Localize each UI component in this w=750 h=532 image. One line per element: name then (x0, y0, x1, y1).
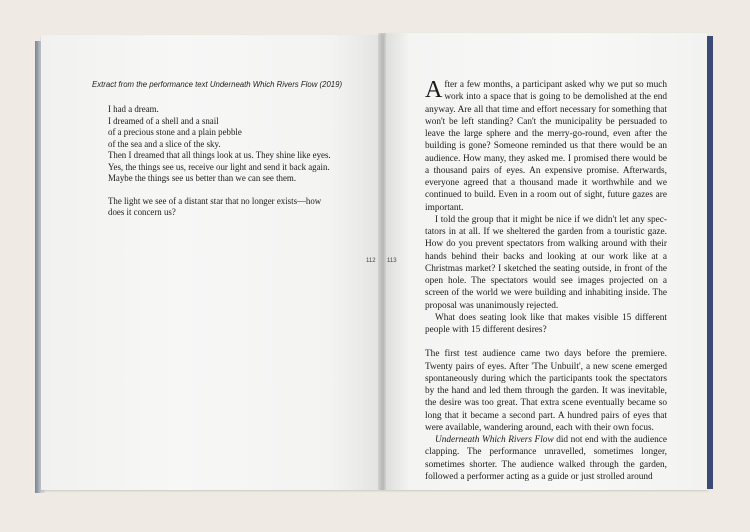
poem-line: of the sea and a slice of the sky. (108, 138, 221, 149)
poem-line: Then I dreamed that all things look at us. They shine like eyes. (108, 150, 331, 160)
book-spine-fold (378, 33, 386, 490)
poem-line: I had a dream. (108, 104, 159, 114)
caption-prefix: Extract from the performance text (92, 80, 208, 89)
paragraph-4: The first test audience came two days before the premiere. Twenty pairs of eyes. After 'The Unbuilt', a new scene emerged spontaneously during which the participants took the spectators by the hand and led them through the garden. It was inevitable, the desire was too great. That extra scene eventually became so long that it became a second part. A hundred pairs of eyes that were available, wandering around, each with their own focus. (425, 349, 667, 433)
paragraph-1 (425, 79, 667, 214)
page-edges-right (707, 36, 713, 489)
poem-stanza-2 (108, 196, 368, 219)
poem-line: does it concern us? (108, 207, 176, 217)
page-number-left: 112 (366, 258, 376, 264)
paragraph-2: I told the group that it might be nice if we didn't let any spectators in at all. If we sheltered the garden from a touristic gaze. How do you prevent spectators from walking around with their hands behind their backs and looking at our work like at a Christmas market? I sketched the seating outside, in front of the open hole. The spectators would see images projected on a screen of the world we were building and inhabiting inside. The proposal was unanimously rejected. (425, 214, 667, 311)
right-page-body-text (425, 79, 667, 483)
caption-year: (2019) (319, 80, 343, 89)
paragraph-5-text: did not end with the audience clapping. The performance unravelled, sometimes longer, sometimes shorter. The audience walked through the garden, followed a performer acting as a guide or just strolled around (425, 435, 667, 482)
paragraph-3: What does seating look like that makes visible 15 different people with 15 different desires? (425, 312, 667, 335)
drop-cap: A (425, 77, 443, 103)
excerpt-caption (92, 80, 392, 89)
work-title: Underneath Which Rivers Flow (435, 435, 554, 445)
paragraph-5 (425, 434, 667, 483)
poem-line: Maybe the things see us better than we can see them. (108, 173, 297, 183)
poem-line: Yes, the things see us, receive our light and send it back again. (108, 161, 330, 172)
poem-excerpt (108, 104, 368, 219)
poem-line: of a precious stone and a plain pebble (108, 127, 242, 137)
poem-line: The light we see of a distant star that no longer exists—how (108, 195, 322, 206)
page-number-right: 113 (387, 258, 397, 264)
paragraph-1-text: fter a few months, a participant asked why we put so much work into a space that is going to be demolished at the end anyway. Are all that time and effort necessary for something that won't be left standing? Can't the municipality be persuaded to leave the large sphere and the merry-go-round, even after the building is gone? Someone reminded us that there would be an audience. How many, they asked me. I promised there would be a thousand pairs of eyes. An expensive promise. Afterwards, everyone agreed that a thousand made it worthwhile and we continued to build. Even in a room out of sight, future gazes are important. (425, 80, 667, 213)
poem-stanza-1 (108, 104, 368, 185)
caption-title: Underneath Which Rivers Flow (209, 80, 318, 89)
poem-line: I dreamed of a shell and a snail (108, 115, 219, 126)
